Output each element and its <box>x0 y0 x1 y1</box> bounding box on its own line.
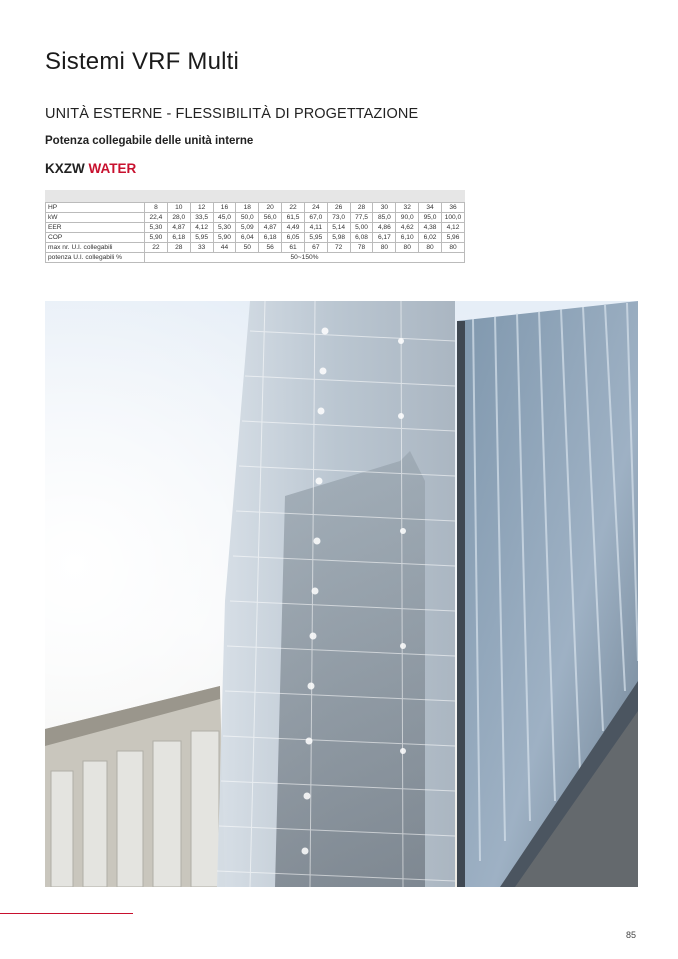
table-cell: 5,30 <box>213 223 236 233</box>
table-cell: 6,05 <box>282 233 305 243</box>
table-cell: 56,0 <box>259 213 282 223</box>
table-cell: 16 <box>213 203 236 213</box>
table-cell: 6,08 <box>350 233 373 243</box>
table-cell: 10 <box>167 203 190 213</box>
table-cell: 34 <box>419 203 442 213</box>
table-row <box>46 213 465 223</box>
page-number: 85 <box>626 930 637 940</box>
table-cell: 5,90 <box>213 233 236 243</box>
table-row <box>46 203 465 213</box>
table-cell: 26 <box>327 203 350 213</box>
table-cell: 22,4 <box>145 213 168 223</box>
table-cell: 5,14 <box>327 223 350 233</box>
table-cell: 32 <box>396 203 419 213</box>
table-cell: 85,0 <box>373 213 396 223</box>
table-cell: 50,0 <box>236 213 259 223</box>
table-cell: 33,5 <box>190 213 213 223</box>
table-row <box>46 223 465 233</box>
table-cell-span: 50~150% <box>145 253 465 263</box>
table-cell: 45,0 <box>213 213 236 223</box>
spec-table-container <box>45 190 465 263</box>
table-cell: 4,62 <box>396 223 419 233</box>
table-cell: 5,98 <box>327 233 350 243</box>
table-cell: 4,87 <box>167 223 190 233</box>
table-cell: 67,0 <box>304 213 327 223</box>
table-cell: 80 <box>419 243 442 253</box>
table-cell: 56 <box>259 243 282 253</box>
table-cell: 5,96 <box>441 233 464 243</box>
table-cell: 4,12 <box>190 223 213 233</box>
table-cell: 30 <box>373 203 396 213</box>
row-label: kW <box>46 213 145 223</box>
table-cell: 6,10 <box>396 233 419 243</box>
table-cell: 61 <box>282 243 305 253</box>
table-cell: 6,02 <box>419 233 442 243</box>
table-header-band <box>45 190 465 202</box>
table-row <box>46 253 465 263</box>
glass-facade-illustration <box>45 301 638 887</box>
table-cell: 22 <box>145 243 168 253</box>
model-code: KXZW <box>45 161 85 176</box>
model-name <box>45 161 136 176</box>
table-cell: 5,30 <box>145 223 168 233</box>
table-cell: 6,18 <box>167 233 190 243</box>
table-cell: 28 <box>167 243 190 253</box>
table-cell: 5,95 <box>304 233 327 243</box>
table-cell: 50 <box>236 243 259 253</box>
table-cell: 6,18 <box>259 233 282 243</box>
row-label: max nr. U.I. collegabili <box>46 243 145 253</box>
table-cell: 80 <box>441 243 464 253</box>
subheading: Potenza collegabile delle unità interne <box>45 135 254 147</box>
table-cell: 100,0 <box>441 213 464 223</box>
table-cell: 28 <box>350 203 373 213</box>
table-cell: 80 <box>396 243 419 253</box>
table-cell: 61,5 <box>282 213 305 223</box>
table-cell: 8 <box>145 203 168 213</box>
table-cell: 5,09 <box>236 223 259 233</box>
table-cell: 44 <box>213 243 236 253</box>
table-cell: 73,0 <box>327 213 350 223</box>
table-cell: 4,86 <box>373 223 396 233</box>
table-cell: 6,04 <box>236 233 259 243</box>
table-row <box>46 233 465 243</box>
table-cell: 4,11 <box>304 223 327 233</box>
table-cell: 77,5 <box>350 213 373 223</box>
table-cell: 67 <box>304 243 327 253</box>
row-label: COP <box>46 233 145 243</box>
table-cell: 4,12 <box>441 223 464 233</box>
table-cell: 6,17 <box>373 233 396 243</box>
table-cell: 5,90 <box>145 233 168 243</box>
footer-rule <box>0 913 133 914</box>
model-accent: WATER <box>88 161 137 176</box>
section-heading: UNITÀ ESTERNE - FLESSIBILITÀ DI PROGETTAZIONE <box>45 106 419 122</box>
table-cell: 20 <box>259 203 282 213</box>
spec-table <box>45 202 465 263</box>
table-cell: 28,0 <box>167 213 190 223</box>
table-cell: 12 <box>190 203 213 213</box>
table-cell: 22 <box>282 203 305 213</box>
row-label: potenza U.I. collegabili % <box>46 253 145 263</box>
table-cell: 72 <box>327 243 350 253</box>
table-cell: 4,49 <box>282 223 305 233</box>
table-cell: 90,0 <box>396 213 419 223</box>
table-cell: 18 <box>236 203 259 213</box>
table-cell: 5,95 <box>190 233 213 243</box>
table-cell: 78 <box>350 243 373 253</box>
table-cell: 5,00 <box>350 223 373 233</box>
table-cell: 24 <box>304 203 327 213</box>
row-label: EER <box>46 223 145 233</box>
table-cell: 95,0 <box>419 213 442 223</box>
row-label: HP <box>46 203 145 213</box>
table-cell: 36 <box>441 203 464 213</box>
table-cell: 4,38 <box>419 223 442 233</box>
table-cell: 80 <box>373 243 396 253</box>
table-cell: 33 <box>190 243 213 253</box>
table-row <box>46 243 465 253</box>
table-cell: 4,87 <box>259 223 282 233</box>
building-photo <box>45 301 638 887</box>
page-title: Sistemi VRF Multi <box>45 48 240 75</box>
